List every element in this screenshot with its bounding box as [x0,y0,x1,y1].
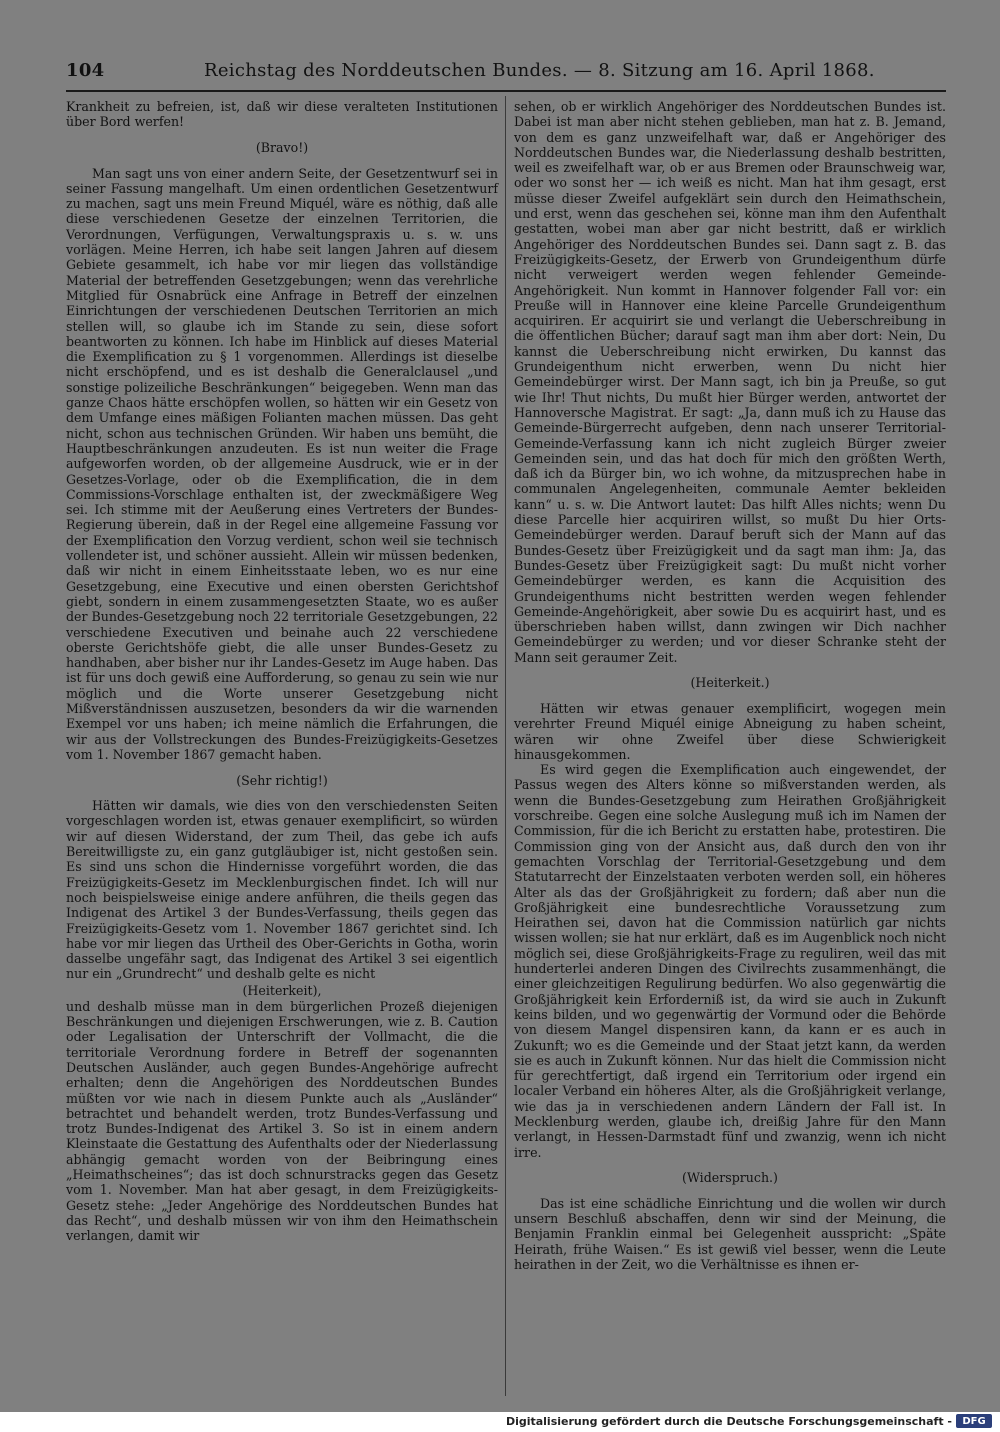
paragraph: Man sagt uns von einer andern Seite, der Gesetzentwurf sei in seiner Fassung mangelhaft. Um einen ordentlichen Gesetzentwurf zu machen, sagt uns mein Freund Miquél, wäre es nöthig, daß alle diese verschiedenen Gesetze der einzelnen Territorien, die Verordnungen, Verfügungen, Verwaltungspraxis u. s. w. uns vorlägen. Meine Herren, ich habe seit langen Jahren auf diesem Gebiete gesammelt, ich habe vor mir liegen das vollständige Material der betreffenden Gesetzgebungen; wenn das verehrliche Mitglied für Osnabrück eine Anfrage in Betreff der einzelnen Einrichtungen der verschiedenen Deutschen Territorien an mich stellen will, so glaube ich im Stande zu sein, diese sofort beantworten zu können. Ich habe im Hinblick auf dieses Material die Exemplification zu § 1 vorgenommen. Allerdings ist dieselbe nicht erschöpfend, und es ist deshalb die Generalclausel „und sonstige polizeiliche Beschränkungen“ beigegeben. Wenn man das ganze Chaos hätte erschöpfen wollen, so hätten wir ein Gesetz von dem Umfange eines mäßigen Folianten machen müssen. Das geht nicht, schon aus technischen Gründen. Wir haben uns bemüht, die Hauptbeschränkungen anzudeuten. Es ist nun weiter die Frage aufgeworfen worden, ob der allgemeine Ausdruck, wie er in der Gesetzes-Vorlage, oder ob die Exemplification, die in dem Commissions-Vorschlage enthalten ist, der zweckmäßigere Weg sei. Ich stimme mit der Aeußerung eines Vertreters der Bundes-Regierung überein, daß in der Regel eine allgemeine Fassung vor der Exemplification den Vorzug verdient, schon weil sie technisch vollendeter ist, und schöner aussieht. Allein wir müssen bedenken, daß wir nicht in einem Einheitsstaate leben, wo es nur eine Gesetzgebung, eine Executive und einen obersten Gerichtshof giebt, sondern in einem zusammengesetzten Staate, wo es außer der Bundes-Gesetzgebung noch 22 territoriale Gesetzgebungen, 22 verschiedene Executiven und beinahe auch 22 verschiedene oberste Gerichtshöfe giebt, die alle unser Bundes-Gesetz zu handhaben, aber bisher nur ihr Landes-Gesetz im Auge haben. Das ist für uns doch gewiß eine Aufforderung, so genau zu sein wie nur möglich und die Worte unserer Gesetzgebung nicht Mißverständnissen auszusetzen, besonders da wir die warnenden Exempel vor uns haben; ich meine nämlich die Erfahrungen, die wir aus der Vollstreckungen des Bundes-Freizügigkeits-Gesetzes vom 1. November 1867 gemacht haben. [66,165,498,762]
paragraph: Krankheit zu befreien, ist, daß wir diese veralteten Institutionen über Bord werfen! [66,99,498,130]
interjection [66,762,498,798]
footer-credit: Digitalisierung gefördert durch die Deutsche Forschungsgemeinschaft - [505,1415,952,1428]
page-number: 104 [66,60,105,81]
interjection-text: (Heiterkeit), [242,982,322,998]
header-rule [66,90,946,92]
paragraph: Hätten wir damals, wie dies von den verschiedensten Seiten vorgeschlagen worden ist, etwas genauer exemplificirt, so würden wir auf diesen Widerstand, der zum Theil, das gebe ich aufs Bereitwilligste zu, ein ganz gutgläubiger ist, nicht gestoßen sein. Es sind uns schon die Hindernisse vorgeführt worden, die das Freizügigkeits-Gesetz im Mecklenburgischen findet. Ich will nur noch beispielsweise einige andere anführen, die theils gegen das Indigenat des Artikel 3 der Bundes-Verfassung, theils gegen das Freizügigkeits-Gesetz vom 1. November 1867 gerichtet sind. Ich habe vor mir liegen das Urtheil des Ober-Gerichts in Gotha, worin dasselbe ungefähr sagt, das Indigenat des Artikel 3 sei eigentlich nur ein „Grundrecht“ und deshalb gelte es nicht [66,798,498,982]
interjection [66,130,498,166]
running-head: Reichstag des Norddeutschen Bundes. — 8. Sitzung am 16. April 1868. [204,60,875,81]
interjection [66,982,498,999]
right-column [514,99,946,1272]
interjection-text: (Heiterkeit.) [690,675,770,691]
interjection [514,1160,946,1196]
left-column [66,99,498,1243]
dfg-logo: DFG [956,1414,992,1428]
paragraph: Hätten wir etwas genauer exemplificirt, wogegen mein verehrter Freund Miquél einige Abneigung zu haben scheint, wären wir ohne Zweifel über diese Schwierigkeit hinausgekommen. [514,700,946,762]
interjection-text: (Widerspruch.) [682,1170,778,1186]
interjection-text: (Bravo!) [255,139,309,155]
paragraph: Das ist eine schädliche Einrichtung und die wollen wir durch unsern Beschluß abschaffen, denn wir sind der Meinung, die Benjamin Franklin einmal bei Gelegenheit ausspricht: „Späte Heirath, frühe Waisen.“ Es ist gewiß viel besser, wenn die Leute heirathen in der Zeit, wo die Verhältnisse es ihnen er- [514,1195,946,1273]
paragraph: Es wird gegen die Exemplification auch eingewendet, der Passus wegen des Alters könne so mißverstanden werden, als wenn die Bundes-Gesetzgebung zum Heirathen Großjährigkeit vorschreibe. Gegen eine solche Auslegung muß ich im Namen der Commission, für die ich Bericht zu erstatten habe, protestiren. Die Commission ging von der Ansicht aus, daß durch den von ihr gemachten Vorschlag der Territorial-Gesetzgebung und dem Statutarrecht der Einzelstaaten verboten werden soll, ein höheres Alter als das der Großjährigkeit zu fordern; daß aber nun die Großjährigkeit eine bundesrechtliche Voraussetzung zum Heirathen sei, davon hat die Commission natürlich gar nichts wissen wollen; sie hat nur erklärt, daß es im Augenblick noch nicht möglich sei, diese Großjährigkeits-Frage zu reguliren, weil das mit hunderterlei anderen Dingen des Civilrechts zusammenhängt, die einer gleichzeitigen Regulirung bedürfen. Wo also gegenwärtig die Großjährigkeit kein Erforderniß ist, da wird sie auch in Zukunft keins bilden, und wo gegenwärtig der Vormund oder die Behörde von diesem Mangel dispensiren kann, da kann er es auch in Zukunft; wo es die Gemeinde und der Staat jetzt kann, da werden sie es auch in Zukunft können. Nur das hielt die Commission nicht für gerechtfertigt, daß irgend ein Territorium oder irgend ein localer Verband ein höheres Alter, als die Großjährigkeit verlange, wie das ja in verschiedenen andern Ländern der Fall ist. In Mecklenburg werden, glaube ich, dreißig Jahre für den Mann verlangt, in Hessen-Darmstadt fünf und zwanzig, wenn ich nicht irre. [514,762,946,1160]
paragraph: und deshalb müsse man in dem bürgerlichen Prozeß diejenigen Beschränkungen und diejenigen Erschwerungen, wie z. B. Caution oder Legalisation der Unterschrift der Vollmacht, die die territoriale Verordnung fordere in Betreff der sogenannten Deutschen Ausländer, auch gegen Bundes-Angehörige aufrecht erhalten; denn die Angehörigen des Norddeutschen Bundes müßten vor wie nach in diesem Punkte auch als „Ausländer“ betrachtet und behandelt werden, trotz Bundes-Verfassung und trotz Bundes-Indigenat des Artikel 3. So ist in einem andern Kleinstaate die Gestattung des Aufenthalts oder der Niederlassung abhängig gemacht worden von der Beibringung eines „Heimathscheines“; das ist doch schnurstracks gegen das Gesetz vom 1. November. Man hat aber gesagt, in dem Freizügigkeits-Gesetz stehe: „Jeder Angehörige des Norddeutschen Bundes hat das Recht“, und deshalb müssen wir von ihm den Heimathschein verlangen, damit wir [66,998,498,1244]
interjection [514,665,946,701]
column-divider [505,96,506,1396]
paragraph: sehen, ob er wirklich Angehöriger des Norddeutschen Bundes ist. Dabei ist man aber nicht stehen geblieben, man hat z. B. Jemand, von dem es ganz unzweifelhaft war, daß er Angehöriger des Norddeutschen Bundes war, die Niederlassung deshalb bestritten, weil es zweifelhaft war, ob er aus Bremen oder Braunschweig war, oder wo sonst her — ich weiß es nicht. Man hat ihm gesagt, erst müsse dieser Zweifel aufgeklärt sein durch den Heimathschein, und erst, wenn das geschehen sei, könne man ihm den Aufenthalt gestatten, wobei man aber gar nicht bestritt, daß er wirklich Angehöriger des Norddeutschen Bundes sei. Dann sagt z. B. das Freizügigkeits-Gesetz, der Erwerb von Grundeigenthum dürfe nicht verweigert werden wegen fehlender Gemeinde-Angehörigkeit. Nun kommt in Hannover folgender Fall vor: ein Preuße will in Hannover eine kleine Parcelle Grundeigenthum acquiriren. Er acquirirt sie und verlangt die Ueberschreibung in die öffentlichen Bücher; darauf sagt man ihm aber dort: Nein, Du kannst die Ueberschreibung nicht erwirken, Du kannst das Grundeigenthum nicht erwerben, wenn Du nicht hier Gemeindebürger wirst. Der Mann sagt, ich bin ja Preuße, so gut wie Ihr! Thut nichts, Du mußt hier Bürger werden, antwortet der Hannoversche Magistrat. Er sagt: „Ja, dann muß ich zu Hause das Gemeinde-Bürgerrecht aufgeben, denn nach unserer Territorial-Gemeinde-Verfassung kann ich nicht zugleich Bürger zweier Gemeinden sein, und das hat doch für mich den größten Werth, daß ich da Bürger bin, wo ich wohne, da mitzusprechen habe in communalen Angelegenheiten, communale Aemter bekleiden kann“ u. s. w. Die Antwort lautet: Das hilft Alles nichts; wenn Du diese Parcelle hier acquiriren willst, so mußt Du hier Orts-Gemeindebürger werden. Darauf beruft sich der Mann auf das Bundes-Gesetz über Freizügigkeit und da sagt man ihm: Ja, das Bundes-Gesetz über Freizügigkeit sagt: Du mußt nicht vorher Gemeindebürger werden, es kann die Acquisition des Grundeigenthums nicht bestritten werden wegen fehlender Gemeinde-Angehörigkeit, aber sowie Du es acquirirt hast, und es überschrieben haben willst, dann zwingen wir Dich nachher Gemeindebürger zu werden; und vor dieser Schranke steht der Mann seit geraumer Zeit. [514,99,946,665]
interjection-text: (Sehr richtig!) [236,772,328,788]
page-header [66,60,946,86]
